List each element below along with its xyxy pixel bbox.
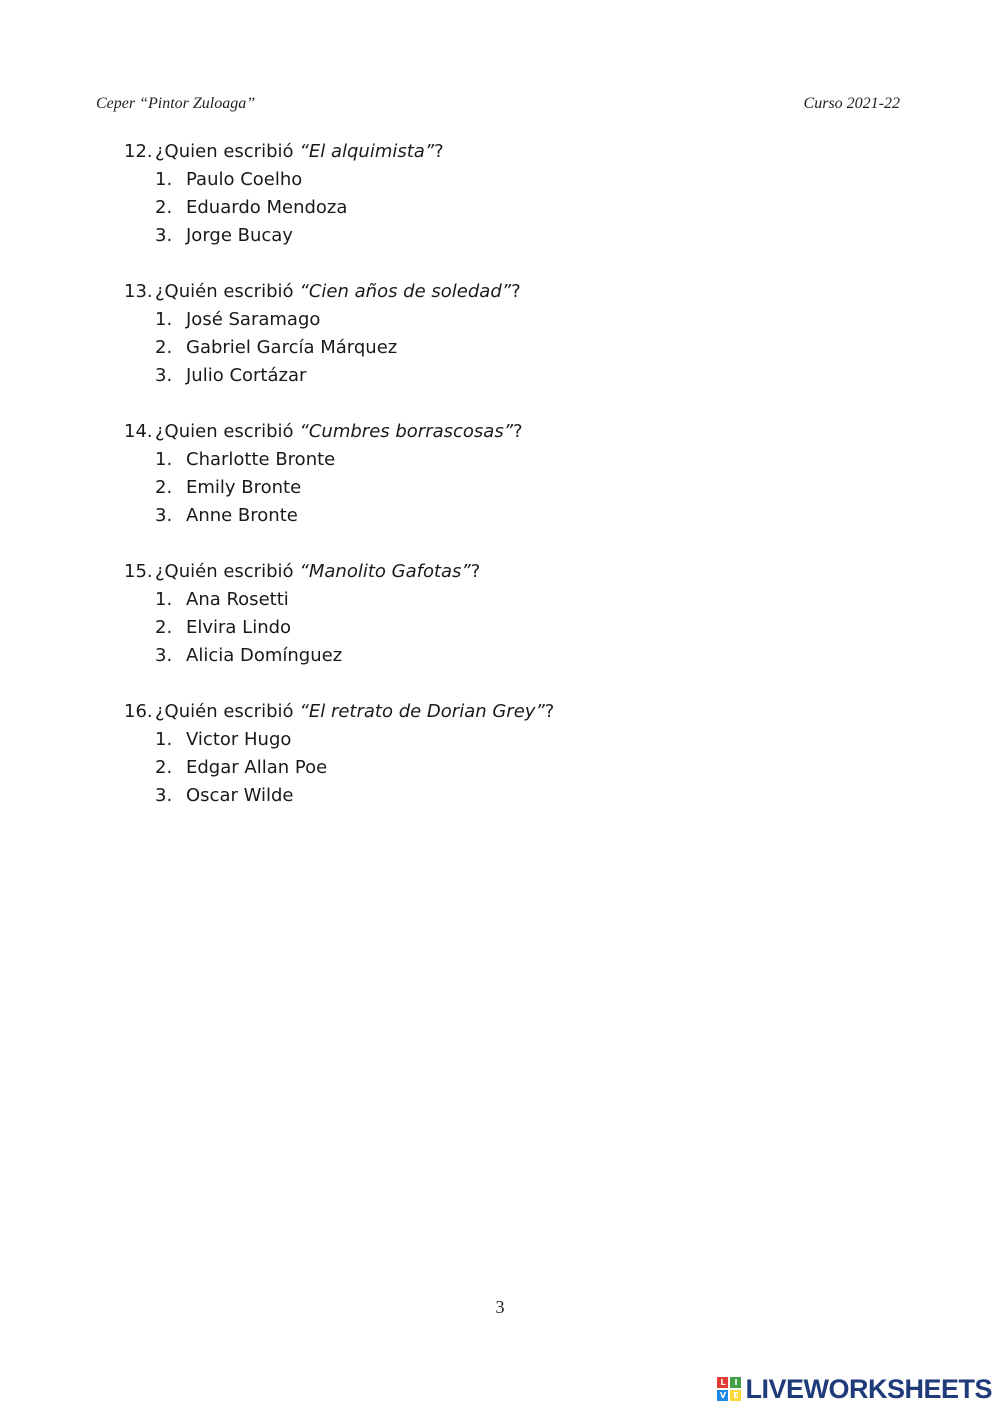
book-title: “El alquimista” bbox=[299, 141, 435, 162]
question-text bbox=[124, 418, 884, 446]
option-number: 2. bbox=[155, 757, 173, 778]
watermark-text: LIVEWORKSHEETS bbox=[745, 1373, 992, 1404]
question-prefix: ¿Quién escribió bbox=[155, 701, 294, 722]
option-text: José Saramago bbox=[186, 309, 321, 330]
option-number: 2. bbox=[155, 337, 173, 358]
answer-option[interactable] bbox=[155, 166, 884, 194]
logo-tile: V bbox=[717, 1390, 728, 1401]
question-suffix: ? bbox=[434, 141, 444, 162]
option-number: 3. bbox=[155, 505, 173, 526]
option-text: Emily Bronte bbox=[186, 477, 302, 498]
option-text: Paulo Coelho bbox=[186, 169, 303, 190]
question-number: 13. bbox=[124, 281, 153, 302]
logo-tile: L bbox=[717, 1377, 728, 1388]
answer-option[interactable] bbox=[155, 194, 884, 222]
question-15 bbox=[124, 558, 884, 670]
option-text: Alicia Domínguez bbox=[186, 645, 343, 666]
question-prefix: ¿Quien escribió bbox=[155, 421, 294, 442]
question-text bbox=[124, 138, 884, 166]
question-suffix: ? bbox=[511, 281, 521, 302]
option-number: 1. bbox=[155, 729, 173, 750]
question-prefix: ¿Quién escribió bbox=[155, 281, 294, 302]
option-text: Ana Rosetti bbox=[186, 589, 289, 610]
question-list bbox=[124, 138, 884, 838]
answer-option[interactable] bbox=[155, 726, 884, 754]
answer-option[interactable] bbox=[155, 446, 884, 474]
header-school: Ceper “Pintor Zuloaga” bbox=[96, 95, 256, 112]
liveworksheets-logo-icon bbox=[717, 1377, 741, 1401]
question-number: 16. bbox=[124, 701, 153, 722]
option-number: 3. bbox=[155, 365, 173, 386]
question-suffix: ? bbox=[513, 421, 523, 442]
option-text: Oscar Wilde bbox=[186, 785, 294, 806]
question-text bbox=[124, 278, 884, 306]
question-prefix: ¿Quién escribió bbox=[155, 561, 294, 582]
option-number: 1. bbox=[155, 309, 173, 330]
answer-option[interactable] bbox=[155, 586, 884, 614]
page-number: 3 bbox=[495, 1297, 505, 1317]
answer-option[interactable] bbox=[155, 306, 884, 334]
answer-option[interactable] bbox=[155, 222, 884, 250]
answer-option[interactable] bbox=[155, 782, 884, 810]
option-number: 1. bbox=[155, 449, 173, 470]
question-12 bbox=[124, 138, 884, 250]
answer-options bbox=[124, 306, 884, 390]
question-suffix: ? bbox=[470, 561, 481, 582]
answer-option[interactable] bbox=[155, 754, 884, 782]
option-number: 1. bbox=[155, 169, 173, 190]
answer-option[interactable] bbox=[155, 334, 884, 362]
question-13 bbox=[124, 278, 884, 390]
book-title: “El retrato de Dorian Grey” bbox=[299, 701, 545, 722]
option-text: Victor Hugo bbox=[186, 729, 292, 750]
question-14 bbox=[124, 418, 884, 530]
option-text: Anne Bronte bbox=[186, 505, 298, 526]
option-text: Charlotte Bronte bbox=[186, 449, 336, 470]
question-text bbox=[124, 698, 884, 726]
question-16 bbox=[124, 698, 884, 810]
option-number: 3. bbox=[155, 645, 173, 666]
answer-option[interactable] bbox=[155, 362, 884, 390]
header-course: Curso 2021-22 bbox=[803, 95, 900, 112]
option-number: 2. bbox=[155, 477, 173, 498]
option-text: Jorge Bucay bbox=[186, 225, 293, 246]
question-suffix: ? bbox=[544, 701, 555, 722]
question-number: 15. bbox=[124, 561, 153, 582]
book-title: “Cien años de soledad” bbox=[299, 281, 512, 302]
answer-options bbox=[124, 166, 884, 250]
answer-option[interactable] bbox=[155, 474, 884, 502]
liveworksheets-watermark bbox=[717, 1375, 992, 1403]
option-number: 3. bbox=[155, 785, 173, 806]
answer-options bbox=[124, 726, 884, 810]
option-text: Eduardo Mendoza bbox=[186, 197, 348, 218]
option-text: Elvira Lindo bbox=[186, 617, 292, 638]
option-text: Julio Cortázar bbox=[186, 365, 307, 386]
question-number: 14. bbox=[124, 421, 153, 442]
option-text: Edgar Allan Poe bbox=[186, 757, 328, 778]
logo-tile: I bbox=[730, 1377, 741, 1388]
question-text bbox=[124, 558, 884, 586]
answer-options bbox=[124, 586, 884, 670]
option-number: 1. bbox=[155, 589, 173, 610]
answer-option[interactable] bbox=[155, 614, 884, 642]
book-title: “Manolito Gafotas” bbox=[299, 561, 471, 582]
option-text: Gabriel García Márquez bbox=[186, 337, 398, 358]
logo-tile: E bbox=[730, 1390, 741, 1401]
answer-option[interactable] bbox=[155, 642, 884, 670]
option-number: 2. bbox=[155, 197, 173, 218]
option-number: 3. bbox=[155, 225, 173, 246]
book-title: “Cumbres borrascosas” bbox=[299, 421, 514, 442]
answer-option[interactable] bbox=[155, 502, 884, 530]
answer-options bbox=[124, 446, 884, 530]
option-number: 2. bbox=[155, 617, 173, 638]
question-prefix: ¿Quien escribió bbox=[155, 141, 294, 162]
question-number: 12. bbox=[124, 141, 153, 162]
